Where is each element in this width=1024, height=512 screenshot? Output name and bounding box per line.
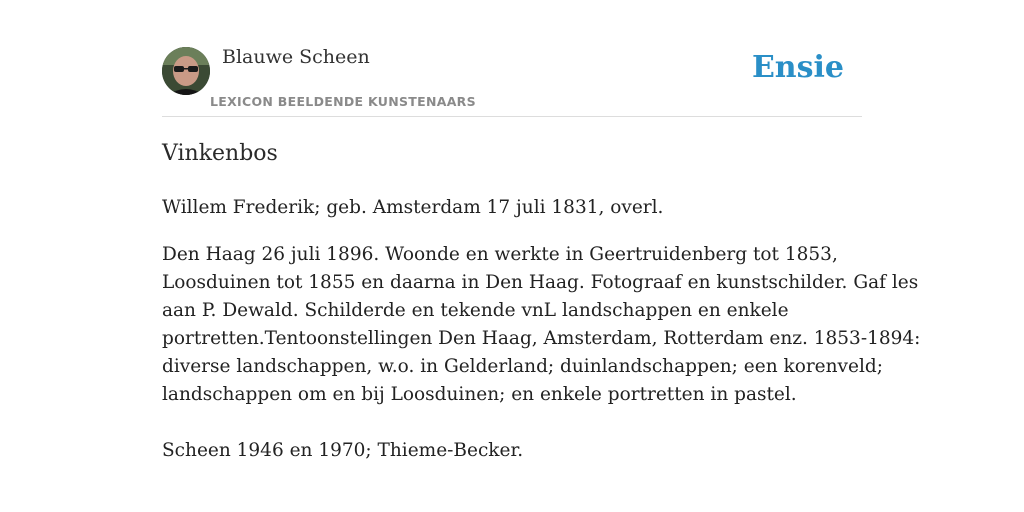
article-source: Scheen 1946 en 1970; Thieme-Becker. <box>162 440 524 461</box>
body-line: landschappen om en bij Loosduinen; en enkele portretten in pastel. <box>162 384 797 405</box>
header <box>162 0 862 117</box>
author-name[interactable]: Blauwe Scheen <box>222 46 370 68</box>
article-lead: Willem Frederik; geb. Amsterdam 17 juli 1831, overl. <box>162 197 664 218</box>
body-line: diverse landschappen, w.o. in Gelderland; duinlandschappen; een korenveld; <box>162 356 883 377</box>
ensie-logo[interactable]: Ensie <box>751 50 844 85</box>
article-title: Vinkenbos <box>162 141 278 166</box>
article-body <box>162 241 921 409</box>
body-line: portretten.Tentoonstellingen Den Haag, Amsterdam, Rotterdam enz. 1853-1894: <box>162 328 921 349</box>
body-line: Den Haag 26 juli 1896. Woonde en werkte in Geertruidenberg tot 1853, <box>162 244 838 265</box>
body-line: aan P. Dewald. Schilderde en tekende vnL landschappen en enkele <box>162 300 789 321</box>
page-container <box>162 0 921 461</box>
author-avatar[interactable] <box>162 47 210 95</box>
lexicon-label[interactable]: LEXICON BEELDENDE KUNSTENAARS <box>210 94 476 109</box>
author-photo-icon <box>162 47 210 95</box>
body-line: Loosduinen tot 1855 en daarna in Den Haag. Fotograaf en kunstschilder. Gaf les <box>162 272 919 293</box>
